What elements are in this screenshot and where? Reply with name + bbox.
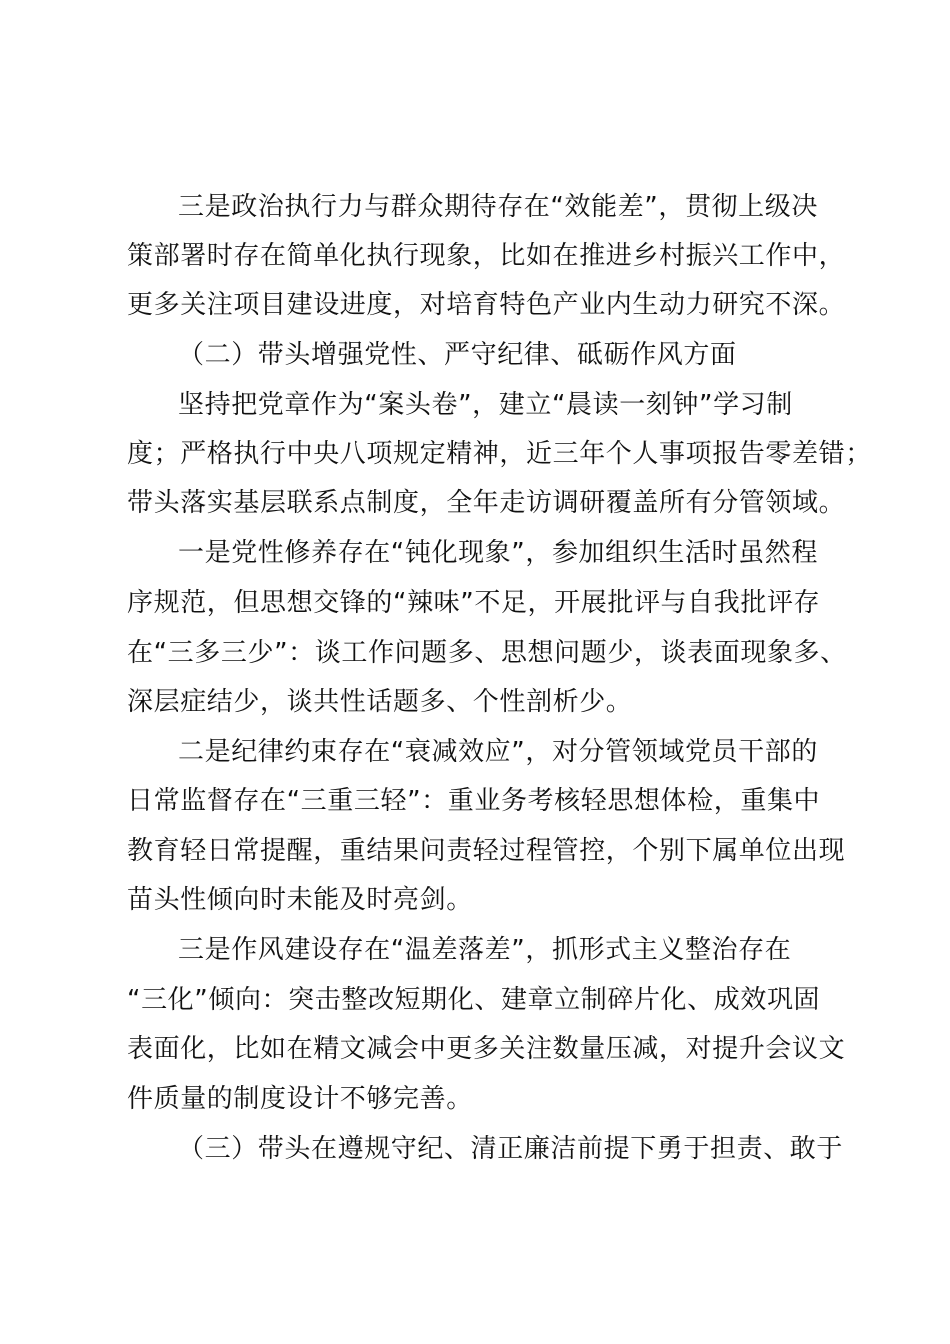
paragraph-line: 日常监督存在“三重三轻”：重业务考核轻思想体检，重集中 xyxy=(127,786,821,816)
paragraph-line: 一是党性修养存在“钝化现象”，参加组织生活时虽然程 xyxy=(178,538,818,568)
paragraph-line: 度；严格执行中央八项规定精神，近三年个人事项报告零差错； xyxy=(127,439,872,469)
paragraph-line: 三是政治执行力与群众期待存在“效能差”，贯彻上级决 xyxy=(178,192,818,222)
paragraph-line: 二是纪律约束存在“衰减效应”，对分管领域党员干部的 xyxy=(178,737,818,767)
paragraph-line: 坚持把党章作为“案头卷”，建立“晨读一刻钟”学习制 xyxy=(178,390,793,420)
section-heading: （二）带头增强党性、严守纪律、砥砺作风方面 xyxy=(178,340,737,370)
paragraph-line: 深层症结少，谈共性话题多、个性剖析少。 xyxy=(127,687,633,717)
paragraph-line: 苗头性倾向时未能及时亮剑。 xyxy=(127,885,473,915)
paragraph-line: 教育轻日常提醒，重结果问责轻过程管控，个别下属单位出现 xyxy=(127,836,846,866)
paragraph-line: 表面化，比如在精文减会中更多关注数量压减，对提升会议文 xyxy=(127,1034,846,1064)
section-heading: （三）带头在遵规守纪、清正廉洁前提下勇于担责、敢于 xyxy=(178,1134,844,1164)
paragraph-line: 更多关注项目建设进度，对培育特色产业内生动力研究不深。 xyxy=(127,290,846,320)
paragraph-line: 带头落实基层联系点制度，全年走访调研覆盖所有分管领域。 xyxy=(127,488,846,518)
paragraph-line: 策部署时存在简单化执行现象，比如在推进乡村振兴工作中， xyxy=(127,241,846,271)
paragraph-line: “三化”倾向：突击整改短期化、建章立制碎片化、成效巩固 xyxy=(127,985,821,1015)
paragraph-line: 三是作风建设存在“温差落差”，抓形式主义整治存在 xyxy=(178,935,792,965)
paragraph-line: 序规范，但思想交锋的“辣味”不足，开展批评与自我批评存 xyxy=(127,588,821,618)
paragraph-line: 在“三多三少”：谈工作问题多、思想问题少，谈表面现象多、 xyxy=(127,638,847,668)
paragraph-line: 件质量的制度设计不够完善。 xyxy=(127,1084,473,1114)
